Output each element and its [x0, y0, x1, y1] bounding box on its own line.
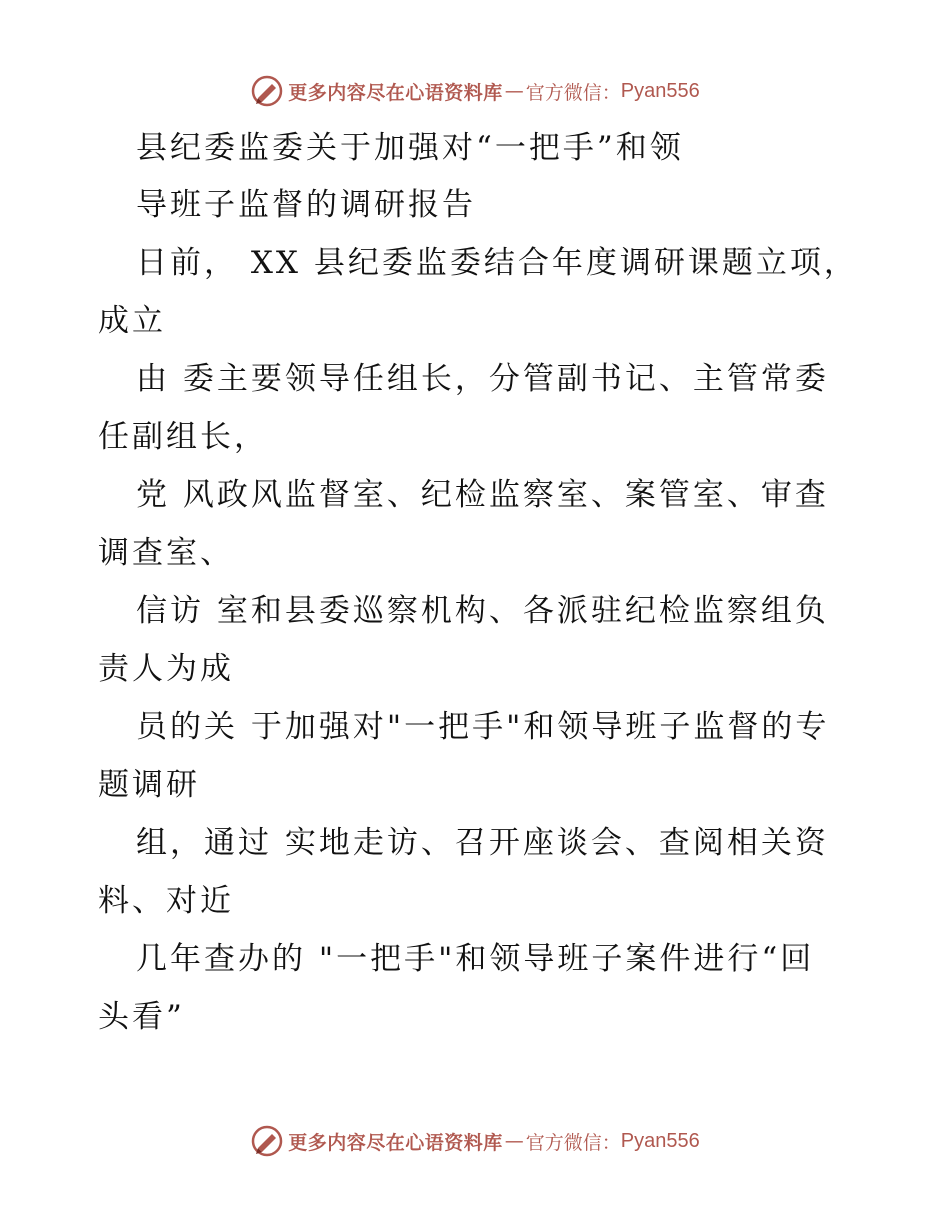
banner-wechat-id: Pyan556: [620, 79, 700, 102]
title-line-1: 县纪委监委关于加强对“一把手”和领: [136, 130, 684, 166]
banner-wechat-label: 官方微信：: [525, 1131, 621, 1154]
footer-watermark-banner: [0, 1121, 950, 1161]
paragraph-line: 料、对近: [98, 883, 234, 919]
banner-separator: —: [504, 1130, 524, 1152]
paragraph-line: 信访 室和县委巡察机构、各派驻纪检监察组负: [136, 593, 829, 629]
banner-wechat-label: 官方微信：: [525, 81, 621, 104]
paragraph-line: 头看”: [98, 999, 185, 1035]
banner-text: 更多内容尽在心语资料库: [288, 81, 503, 104]
paragraph-line: 员的关 于加强对"一把手"和领导班子监督的专: [136, 709, 830, 745]
paragraph-line: 责人为成: [98, 651, 234, 687]
pen-logo-icon: [250, 1124, 284, 1158]
banner-wechat-id: Pyan556: [620, 1129, 700, 1152]
banner-text: 更多内容尽在心语资料库: [288, 1131, 503, 1154]
paragraph-line: 调查室、: [98, 535, 234, 571]
paragraph-line: 由 委主要领导任组长，分管副书记、主管常委: [136, 361, 829, 397]
paragraph-line: 任副组长，: [98, 419, 268, 455]
paragraph-line: 题调研: [98, 767, 200, 803]
paragraph-line: 几年查办的 "一把手"和领导班子案件进行“回: [136, 941, 815, 977]
paragraph-line: 组，通过 实地走访、召开座谈会、查阅相关资: [136, 825, 829, 861]
banner-separator: —: [504, 80, 524, 102]
paragraph-line: 成立: [98, 303, 166, 339]
paragraph-line: 日前， XX 县纪委监委结合年度调研课题立项，: [136, 245, 858, 281]
paragraph-line: 党 风政风监督室、纪检监察室、案管室、审查: [136, 477, 829, 513]
title-line-2: 导班子监督的调研报告: [136, 187, 476, 223]
